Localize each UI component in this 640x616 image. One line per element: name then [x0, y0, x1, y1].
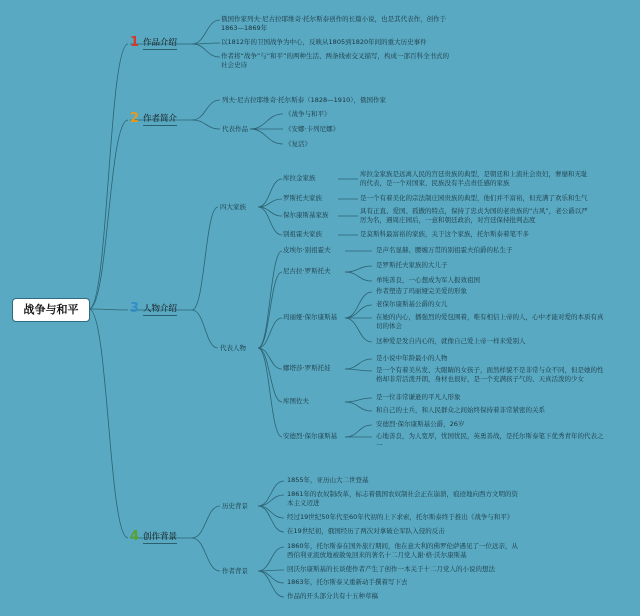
families-label: 四大家族	[220, 203, 246, 211]
section-1	[130, 36, 177, 50]
author-background-item: 1860年，托尔斯泰在国外旅行期间，他在意大利的佛罗伦萨遇见了一位远亲，从	[287, 542, 519, 550]
connector	[258, 348, 282, 437]
connector	[258, 571, 284, 583]
section-2	[130, 112, 177, 126]
family-description: 具有正直、爱国、孤傲的特点，保持了忠贞为国的老贵族的“古风”，老公爵以严	[360, 207, 588, 215]
connector	[258, 495, 284, 506]
character-name: 尼古拉·罗斯托夫	[283, 267, 331, 275]
connector	[345, 359, 372, 369]
connector	[192, 120, 220, 129]
connector	[192, 20, 220, 44]
history-item: 本主义迈进	[287, 499, 320, 507]
section-3	[130, 302, 177, 316]
section-4	[130, 530, 177, 544]
history-label: 历史背景	[222, 502, 248, 510]
author-background-item: 西伯利亚流放地被赦免回来的著名十二月党人谢·格·沃尔康斯基	[287, 551, 467, 559]
connector	[258, 547, 284, 571]
connector	[345, 292, 372, 318]
section-title: 作品介绍	[143, 38, 178, 48]
connector	[345, 425, 372, 437]
character-description: 是小说中年龄最小的人物	[376, 354, 448, 362]
connector	[250, 129, 283, 144]
history-item: 1861年的农奴制改革，标志着俄国农奴制社会正在崩溃，痕迹地向西方文明的资	[287, 490, 519, 498]
connector	[258, 272, 282, 348]
character-description: 是声名显赫、腰缠万贯的别祖霍夫伯爵的私生子	[376, 246, 513, 254]
family-name: 保尔康斯基家族	[283, 211, 329, 219]
character-description: 是一位非常谦逊的平凡人形象	[376, 393, 461, 401]
history-item: 1855年，亚历山大二世登基	[287, 476, 369, 484]
family-description: 是莫斯科最富裕的家族，关于这个家族，托尔斯泰着笔不多	[360, 230, 529, 238]
connector	[345, 272, 372, 281]
connector	[258, 481, 284, 506]
intro-line-5: 社会史诗	[221, 61, 247, 69]
connector	[258, 506, 284, 532]
character-description: 是一个有着美丛发、大眼睛的女孩子，面然样貌不是非常与众不同，但是她的性	[376, 366, 604, 374]
connector	[192, 44, 220, 57]
family-description: 是一个有着美化的宗法制庄园贵族的典型，他们并不富裕，但充满了欢乐和生气	[360, 194, 588, 202]
connector	[89, 309, 128, 538]
character-description: 一	[376, 441, 383, 449]
work-item: 《复活》	[285, 140, 311, 148]
connector	[345, 305, 372, 318]
character-description: 是罗斯托夫家族的大儿子	[376, 261, 448, 269]
connector	[345, 369, 372, 371]
section-title: 人物介绍	[143, 304, 178, 314]
character-description: 心地善良，为人宽厚，忧国忧民，英勇善战，是托尔斯泰笔下优秀青年的代表之	[376, 432, 604, 440]
intro-line-4: 作者将“战争”与“和平”的两种生活、两条线索交叉描写，构成一部百科全书式的	[221, 52, 449, 60]
author-background-item: 作品的开头部分共有十五种草稿	[287, 592, 378, 600]
connector	[192, 538, 220, 571]
family-description: 的代表，是一个对国家、民族没有半点责任感的家族	[360, 179, 510, 187]
character-description: 格却非常活泼开朗，身材也很好，是一个充满孩子气的、天真活泼的少女	[376, 375, 584, 383]
connector	[258, 571, 284, 597]
connector	[258, 506, 284, 518]
character-name: 安德烈·保尔康斯基	[283, 432, 338, 440]
root-node: 战争与和平	[12, 298, 90, 322]
character-description: 安德烈·保尔康斯基公爵，26岁	[376, 420, 465, 428]
author-background-label: 作者背景	[222, 567, 248, 575]
author-background-item: 1863年，托尔斯泰又重新动手撰着写下去	[287, 578, 408, 586]
character-description: 这种爱是发自内心的，就像自己爱上帝一样来爱别人	[376, 337, 526, 345]
family-name: 别祖霍夫家族	[283, 230, 322, 238]
connector	[192, 310, 218, 348]
section-number: 2	[130, 111, 140, 126]
connector	[345, 398, 372, 402]
section-number: 3	[130, 301, 140, 316]
family-name: 库拉金家族	[283, 174, 316, 182]
character-description: 和自己的士兵，和人民群众之间始终保持着非常紧密的关系	[376, 406, 545, 414]
intro-line-3: 以1812年的卫国战争为中心，反映从1805到1820年间的重大历史事件	[221, 38, 427, 46]
character-description: 在她的内心，播强烈的爱包围着，唯有相信上帝的人，心中才能对爱的本质有真	[376, 313, 604, 321]
connector	[258, 318, 282, 348]
section-title: 创作背景	[143, 532, 178, 542]
history-item: 在19世纪初，俄国经历了两次对拿破仑军队入侵的反击	[287, 527, 445, 535]
connector	[89, 309, 128, 310]
character-description: 单纯善良，一心想成为军人报效祖国	[376, 276, 480, 284]
connector	[192, 506, 220, 538]
character-name: 娜塔莎·罗斯托娃	[283, 364, 331, 372]
connector	[192, 100, 220, 120]
intro-line-2: 1863—1869年	[221, 24, 268, 32]
characters-label: 代表人物	[220, 344, 246, 352]
work-item: 《安娜·卡列尼娜》	[285, 125, 340, 133]
connector	[345, 266, 372, 272]
section-number: 4	[130, 529, 140, 544]
family-name: 罗斯托夫家族	[283, 194, 322, 202]
character-description: 老保尔康斯基公爵的女儿	[376, 300, 448, 308]
character-description: 切的体会	[376, 322, 402, 330]
history-item: 经过19世纪50年代至60年代初的上下求索，托尔斯泰终于推出《战争与和平》	[287, 513, 514, 521]
connector	[345, 318, 372, 342]
connector	[250, 114, 283, 129]
section-title: 作者简介	[143, 114, 178, 124]
connector	[345, 402, 372, 411]
section-number: 1	[130, 35, 140, 50]
author-background-item: 回沃尔康斯基的长谈使作者产生了创作一本关于十二月党人的小说的想法	[287, 565, 495, 573]
connector	[89, 44, 128, 309]
connector	[192, 207, 218, 310]
character-name: 皮埃尔·别祖霍夫	[283, 246, 331, 254]
character-description: 作者塑造了玛丽娅完美爱的形象	[376, 287, 467, 295]
character-name: 玛丽娅·保尔康斯基	[283, 313, 338, 321]
family-description: 厉为名，遇周庄园后，一意和朝廷政治，对宫廷保持批判态度	[360, 216, 536, 224]
author-line: 列夫·尼古拉耶维奇·托尔斯泰（1828—1910），俄国作家	[222, 96, 386, 104]
works-label: 代表作品	[222, 125, 248, 133]
intro-line-1: 俄国作家列夫·尼古拉耶维奇·托尔斯泰创作的长篇小说，也是其代表作，创作于	[221, 15, 447, 23]
family-description: 库拉金家族是远离人民的宫廷贵族的典型，是朝廷和上流社会贵妇，奢靡和无耻	[360, 170, 588, 178]
connector	[89, 120, 128, 309]
character-name: 库图佐夫	[283, 397, 309, 405]
work-item: 《战争与和平》	[285, 110, 331, 118]
